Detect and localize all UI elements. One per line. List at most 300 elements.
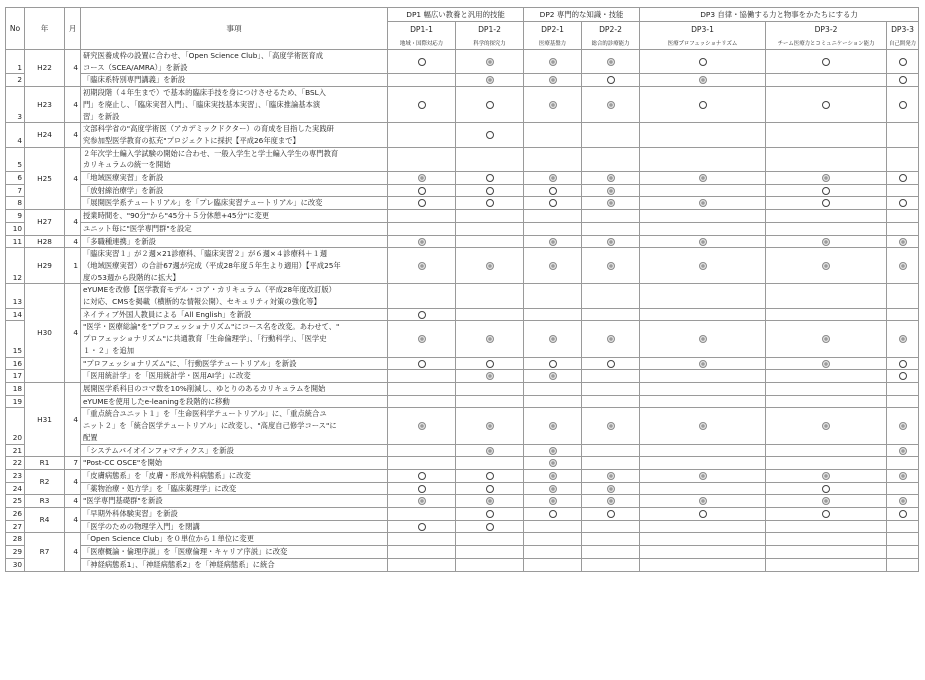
dp-cell <box>887 520 919 533</box>
dp-cell <box>456 248 524 284</box>
double-circle-icon <box>607 187 615 195</box>
dp-cell <box>766 370 887 383</box>
dp-cell <box>456 395 524 408</box>
double-circle-icon <box>549 335 557 343</box>
dp-cell <box>456 444 524 457</box>
dp-cell <box>456 147 524 171</box>
dp-cell <box>456 284 524 308</box>
double-circle-icon <box>899 422 907 430</box>
dp-cell <box>582 482 640 495</box>
double-circle-icon <box>607 497 615 505</box>
dp-cell <box>582 210 640 223</box>
double-circle-icon <box>486 497 494 505</box>
double-circle-icon <box>822 472 830 480</box>
dp-sub-header: 医療基盤力 <box>524 36 582 50</box>
open-circle-icon <box>486 131 494 139</box>
double-circle-icon <box>549 262 557 270</box>
dp-cell <box>640 147 766 171</box>
row-number: 14 <box>6 308 25 321</box>
dp-cell <box>887 172 919 185</box>
dp-cell <box>388 444 456 457</box>
table-row <box>6 184 919 197</box>
dp-cell <box>582 172 640 185</box>
dp-cell <box>388 210 456 223</box>
dp-cell <box>388 508 456 521</box>
dp-cell <box>456 222 524 235</box>
double-circle-icon <box>899 262 907 270</box>
dp-cell <box>766 308 887 321</box>
open-circle-icon <box>418 101 426 109</box>
dp-cell <box>582 546 640 559</box>
dp-cell <box>456 533 524 546</box>
item-text-line: 習」を新設 <box>83 111 120 121</box>
item-text-line: 文部科学省の"高度学術医（アカデミックドクター）の育成を目指した実践研 <box>83 124 334 134</box>
double-circle-icon <box>899 497 907 505</box>
month-cell: 4 <box>65 469 81 494</box>
row-number: 16 <box>6 357 25 370</box>
open-circle-icon <box>418 360 426 368</box>
dp-cell <box>640 87 766 123</box>
table-row <box>6 87 919 123</box>
year-cell: H22 <box>25 50 65 87</box>
year-cell: H27 <box>25 210 65 235</box>
dp-cell <box>388 184 456 197</box>
dp-cell <box>640 495 766 508</box>
dp-cell <box>887 87 919 123</box>
month-cell: 4 <box>65 210 81 235</box>
double-circle-icon <box>607 101 615 109</box>
open-circle-icon <box>822 101 830 109</box>
row-number: 30 <box>6 558 25 571</box>
item-text-line: 「重点統合ユニット１」を「生命医科学テュートリアル」に、「重点統合ユ <box>83 409 327 419</box>
month-cell: 4 <box>65 508 81 533</box>
double-circle-icon <box>822 335 830 343</box>
dp-cell <box>887 248 919 284</box>
double-circle-icon <box>699 76 707 84</box>
row-number: 18 <box>6 382 25 395</box>
dp-cell <box>524 210 582 223</box>
dp-cell <box>582 87 640 123</box>
dp-cell <box>524 533 582 546</box>
double-circle-icon <box>607 485 615 493</box>
open-circle-icon <box>899 510 907 518</box>
dp-cell <box>887 558 919 571</box>
year-cell: R7 <box>25 533 65 571</box>
dp-cell <box>582 370 640 383</box>
dp-cell <box>887 546 919 559</box>
dp-cell <box>582 444 640 457</box>
double-circle-icon <box>699 472 707 480</box>
item-text-line: 「多職種連携」を新設 <box>83 236 156 246</box>
item-text-line: 「医用統計学」を「医用統計学・医用AI学」に改変 <box>83 371 251 381</box>
table-row <box>6 482 919 495</box>
dp-cell <box>388 482 456 495</box>
dp-cell <box>766 184 887 197</box>
item-cell <box>81 395 388 408</box>
dp-cell <box>388 533 456 546</box>
dp-cell <box>456 370 524 383</box>
dp-cell <box>582 495 640 508</box>
dp-cell <box>640 457 766 470</box>
dp-cell <box>388 408 456 444</box>
dp-cell <box>524 123 582 147</box>
open-circle-icon <box>607 510 615 518</box>
dp-cell <box>887 457 919 470</box>
dp-cell <box>766 482 887 495</box>
item-text-line: "医学・医療総論"を"プロフェッショナリズム"にコース名を改変。あわせて、" <box>83 322 340 332</box>
double-circle-icon <box>699 422 707 430</box>
dp-cell <box>766 222 887 235</box>
item-text-line: 「薬物治療・処方学」を「臨床薬理学」に改変 <box>83 483 237 493</box>
item-text-line: 初期段階（４年生まで）で基本的臨床手技を身につけさせるため、「BSL入 <box>83 88 326 98</box>
month-cell: 4 <box>65 533 81 571</box>
item-text-line: 「地域医療実習」を新設 <box>83 173 164 183</box>
item-cell <box>81 546 388 559</box>
dp-sub-header: 総合的診療能力 <box>582 36 640 50</box>
double-circle-icon <box>549 58 557 66</box>
dp-cell <box>887 395 919 408</box>
item-text-line: 配置 <box>83 432 98 442</box>
dp-cell <box>887 235 919 248</box>
dp-cell <box>456 520 524 533</box>
dp-cell <box>640 284 766 308</box>
table-row <box>6 172 919 185</box>
col-year-header: 年 <box>25 8 65 50</box>
open-circle-icon <box>418 187 426 195</box>
dp-cell <box>582 408 640 444</box>
double-circle-icon <box>549 459 557 467</box>
item-cell <box>81 382 388 395</box>
open-circle-icon <box>486 199 494 207</box>
dp-sub-header: 自己開発力 <box>887 36 919 50</box>
item-cell <box>81 408 388 444</box>
row-number: 7 <box>6 184 25 197</box>
table-row <box>6 284 919 308</box>
dp-cell <box>766 87 887 123</box>
double-circle-icon <box>607 199 615 207</box>
open-circle-icon <box>899 372 907 380</box>
dp-cell <box>524 546 582 559</box>
table-row <box>6 457 919 470</box>
dp-cell <box>582 533 640 546</box>
month-cell: 4 <box>65 87 81 123</box>
item-text-line: 「放射線治療学」を新設 <box>83 185 164 195</box>
dp-sub-header: 科学的探究力 <box>456 36 524 50</box>
row-number: 22 <box>6 457 25 470</box>
dp-cell <box>582 382 640 395</box>
dp3-group-header: DP3 自律・協働する力と物事をかたちにする力 <box>640 8 919 22</box>
dp-sub-header: チーム医療力とコミュニケーション能力 <box>766 36 887 50</box>
dp-cell <box>582 184 640 197</box>
year-cell: H31 <box>25 382 65 456</box>
dp-cell <box>388 395 456 408</box>
open-circle-icon <box>486 472 494 480</box>
item-text-line: ニット２」を「統合医学テュートリアル」に改変し、"高度自己修学コース"に <box>83 421 337 431</box>
dp-cell <box>524 147 582 171</box>
dp-cell <box>887 50 919 74</box>
dp-cell <box>456 382 524 395</box>
dp-sub-header: 医療プロフェッショナリズム <box>640 36 766 50</box>
open-circle-icon <box>549 199 557 207</box>
double-circle-icon <box>486 335 494 343</box>
dp-cell <box>582 457 640 470</box>
dp-code-header: DP1-1 <box>388 22 456 37</box>
dp-cell <box>640 50 766 74</box>
item-cell <box>81 370 388 383</box>
dp-cell <box>456 235 524 248</box>
dp-cell <box>766 533 887 546</box>
item-text-line: 究参加型医学教育の拡充"プロジェクトに採択【平成26年度まで】 <box>83 135 300 145</box>
double-circle-icon <box>418 422 426 430</box>
open-circle-icon <box>899 199 907 207</box>
open-circle-icon <box>699 58 707 66</box>
double-circle-icon <box>699 262 707 270</box>
dp-cell <box>582 123 640 147</box>
dp-cell <box>582 469 640 482</box>
dp-cell <box>640 222 766 235</box>
item-text-line: ネイティブ外国人教員による「All English」を新設 <box>83 309 252 319</box>
item-text-line: 授業時間を、"90分"から"45分＋５分休憩+45分"に変更 <box>83 211 270 221</box>
dp-cell <box>640 235 766 248</box>
double-circle-icon <box>418 497 426 505</box>
dp-cell <box>766 147 887 171</box>
dp-cell <box>524 444 582 457</box>
open-circle-icon <box>486 485 494 493</box>
double-circle-icon <box>607 174 615 182</box>
double-circle-icon <box>607 335 615 343</box>
year-cell: H24 <box>25 123 65 147</box>
dp-cell <box>456 50 524 74</box>
open-circle-icon <box>899 58 907 66</box>
dp-cell <box>766 357 887 370</box>
table-row <box>6 123 919 147</box>
dp-cell <box>524 222 582 235</box>
item-cell <box>81 308 388 321</box>
dp-cell <box>582 321 640 357</box>
item-text-line: 度の53週から段階的に拡大】 <box>83 272 180 282</box>
table-row <box>6 222 919 235</box>
dp-cell <box>766 508 887 521</box>
open-circle-icon <box>822 510 830 518</box>
dp-cell <box>766 558 887 571</box>
table-row <box>6 235 919 248</box>
item-text-line: カリキュラムの統一を開始 <box>83 160 171 170</box>
row-number: 23 <box>6 469 25 482</box>
dp-cell <box>524 508 582 521</box>
double-circle-icon <box>822 174 830 182</box>
table-row <box>6 74 919 87</box>
dp-cell <box>456 495 524 508</box>
dp-cell <box>524 87 582 123</box>
double-circle-icon <box>549 485 557 493</box>
open-circle-icon <box>418 523 426 531</box>
open-circle-icon <box>486 174 494 182</box>
dp-cell <box>388 546 456 559</box>
dp-cell <box>524 74 582 87</box>
dp-cell <box>388 520 456 533</box>
table-row <box>6 50 919 74</box>
month-cell: 4 <box>65 147 81 210</box>
table-row <box>6 546 919 559</box>
year-cell: H23 <box>25 87 65 123</box>
open-circle-icon <box>699 510 707 518</box>
open-circle-icon <box>418 58 426 66</box>
dp-cell <box>524 184 582 197</box>
dp-cell <box>388 382 456 395</box>
dp-cell <box>582 197 640 210</box>
dp-cell <box>388 222 456 235</box>
dp-cell <box>640 184 766 197</box>
open-circle-icon <box>899 174 907 182</box>
dp-cell <box>640 248 766 284</box>
year-cell: H30 <box>25 284 65 383</box>
table-body <box>6 50 919 572</box>
dp-cell <box>524 197 582 210</box>
item-text-line: 「神経病態系1」、「神経病態系2」を「神経病態系」に統合 <box>83 559 275 569</box>
item-cell <box>81 235 388 248</box>
dp-cell <box>766 210 887 223</box>
open-circle-icon <box>486 510 494 518</box>
dp-cell <box>388 308 456 321</box>
open-circle-icon <box>486 523 494 531</box>
year-cell: R4 <box>25 508 65 533</box>
year-cell: R3 <box>25 495 65 508</box>
dp-cell <box>388 74 456 87</box>
table-row <box>6 248 919 284</box>
month-cell: 7 <box>65 457 81 470</box>
dp-cell <box>524 408 582 444</box>
dp-cell <box>766 248 887 284</box>
dp-cell <box>456 308 524 321</box>
table-row <box>6 444 919 457</box>
dp-cell <box>887 222 919 235</box>
double-circle-icon <box>418 174 426 182</box>
month-cell: 4 <box>65 284 81 383</box>
double-circle-icon <box>822 360 830 368</box>
open-circle-icon <box>822 485 830 493</box>
item-cell <box>81 495 388 508</box>
dp-cell <box>388 123 456 147</box>
double-circle-icon <box>549 174 557 182</box>
dp-cell <box>456 457 524 470</box>
row-number: 27 <box>6 520 25 533</box>
dp-cell <box>456 508 524 521</box>
dp-cell <box>524 370 582 383</box>
dp-cell <box>887 357 919 370</box>
month-cell: 4 <box>65 50 81 87</box>
dp-cell <box>640 321 766 357</box>
item-cell <box>81 357 388 370</box>
table-row <box>6 508 919 521</box>
dp-cell <box>640 508 766 521</box>
double-circle-icon <box>699 335 707 343</box>
open-circle-icon <box>899 76 907 84</box>
dp-cell <box>887 284 919 308</box>
dp-cell <box>887 469 919 482</box>
row-number: 26 <box>6 508 25 521</box>
dp-cell <box>388 197 456 210</box>
dp-cell <box>766 444 887 457</box>
row-number: 1 <box>6 50 25 74</box>
dp-code-header: DP3-3 <box>887 22 919 37</box>
item-cell <box>81 147 388 171</box>
dp-cell <box>388 147 456 171</box>
dp-cell <box>640 172 766 185</box>
item-cell <box>81 184 388 197</box>
dp-cell <box>887 321 919 357</box>
row-number: 13 <box>6 284 25 308</box>
year-cell: H25 <box>25 147 65 210</box>
dp-cell <box>640 444 766 457</box>
row-number: 21 <box>6 444 25 457</box>
dp-cell <box>524 382 582 395</box>
double-circle-icon <box>418 238 426 246</box>
dp-cell <box>640 197 766 210</box>
table-row <box>6 321 919 357</box>
dp-cell <box>524 357 582 370</box>
open-circle-icon <box>822 187 830 195</box>
open-circle-icon <box>549 187 557 195</box>
item-text-line: コース（SCEA/AMRA）」を新設 <box>83 62 188 72</box>
item-cell <box>81 482 388 495</box>
curriculum-table <box>5 7 919 572</box>
row-number: 11 <box>6 235 25 248</box>
dp-cell <box>456 184 524 197</box>
dp-cell <box>887 197 919 210</box>
dp-cell <box>766 197 887 210</box>
item-text-line: （地域医療実習）の合計67週が完成（平成28年度５年生より適用）【平成25年 <box>83 260 341 270</box>
dp-cell <box>582 235 640 248</box>
dp-cell <box>388 50 456 74</box>
dp-cell <box>582 357 640 370</box>
double-circle-icon <box>822 422 830 430</box>
dp-cell <box>887 495 919 508</box>
dp-cell <box>640 546 766 559</box>
double-circle-icon <box>607 422 615 430</box>
open-circle-icon <box>486 187 494 195</box>
dp-cell <box>582 395 640 408</box>
dp-cell <box>766 321 887 357</box>
open-circle-icon <box>822 199 830 207</box>
table-row <box>6 520 919 533</box>
double-circle-icon <box>899 472 907 480</box>
double-circle-icon <box>486 422 494 430</box>
dp-code-header: DP3-1 <box>640 22 766 37</box>
item-cell <box>81 508 388 521</box>
dp-cell <box>524 248 582 284</box>
year-cell: H28 <box>25 235 65 248</box>
dp-code-header: DP2-2 <box>582 22 640 37</box>
dp-cell <box>524 520 582 533</box>
dp-cell <box>388 235 456 248</box>
dp-cell <box>524 457 582 470</box>
month-cell: 4 <box>65 495 81 508</box>
dp-cell <box>887 408 919 444</box>
dp-cell <box>388 284 456 308</box>
double-circle-icon <box>549 76 557 84</box>
open-circle-icon <box>418 472 426 480</box>
item-text-line: プロフェッショナリズム"に共通教育「生命倫理学」、「行動科学」、「医学史 <box>83 334 327 344</box>
dp-cell <box>640 533 766 546</box>
row-number: 19 <box>6 395 25 408</box>
item-cell <box>81 50 388 74</box>
table-row <box>6 197 919 210</box>
dp-cell <box>766 395 887 408</box>
item-cell <box>81 533 388 546</box>
dp-cell <box>640 520 766 533</box>
dp-cell <box>456 469 524 482</box>
double-circle-icon <box>549 101 557 109</box>
